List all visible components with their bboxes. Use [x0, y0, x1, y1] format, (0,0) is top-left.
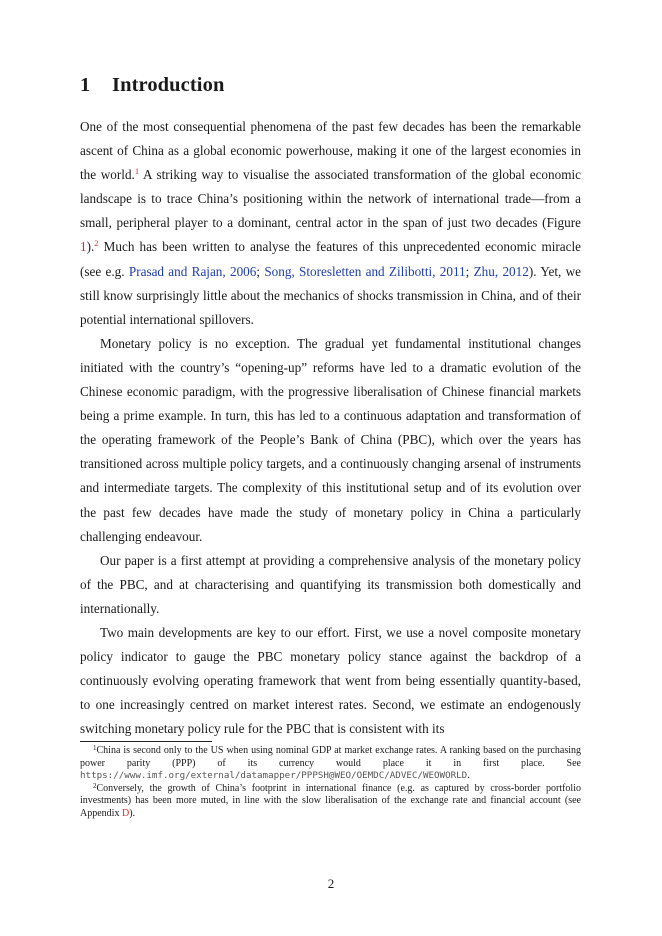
- footnote-1-marker: 1: [93, 744, 97, 752]
- footnote-2-marker: 2: [93, 781, 97, 790]
- footnote-marker-2[interactable]: 2: [94, 238, 99, 249]
- footnote-text: Conversely, the growth of China’s footprint in international finance (e.g. as captured by cross-border portfolio investments) has been more muted, in line with the slow liberalisation of the exchange rate and financial account (see Appendix: [80, 782, 581, 819]
- citation-link-zhu[interactable]: Zhu, 2012: [473, 263, 529, 279]
- footnote-2: [80, 783, 581, 821]
- section-heading: [80, 74, 224, 97]
- paragraph-1: [80, 115, 581, 332]
- citation-link-song-storesletten-zilibotti[interactable]: Song, Storesletten and Zilibotti, 2011: [264, 263, 466, 279]
- section-title: Introduction: [112, 74, 225, 96]
- footnote-text: ).: [129, 807, 136, 819]
- footnote-text: .: [467, 770, 470, 782]
- paragraph-2: Monetary policy is no exception. The gradual yet fundamental institutional changes initiated with the country’s “opening-up” reforms have led to a dramatic evolution of the Chinese economic paradigm, with the progressive liberalisation of Chinese financial markets being a prime example. In turn, this has led to a continuous adaptation and transformation of the operating framework of the People’s Bank of China (PBC), which over the years has transitioned across multiple policy targets, and a continuously changing arsenal of instruments and intermediate targets. The complexity of this institutional setup and of its evolution over the past few decades have made the study of monetary policy in China a particularly challenging endeavour.: [80, 335, 581, 544]
- footnote-text: China is second only to the US when using nominal GDP at market exchange rates. A ranking based on the purchasing power parity (PPP) of its currency would place it in first place. See: [80, 745, 581, 769]
- paragraph-4: Two main developments are key to our effort. First, we use a novel composite monetary policy indicator to gauge the PBC monetary policy stance against the backdrop of a continuously evolving operating framework that went from being essentially quantity-based, to one increasingly centred on market interest rates. Second, we estimate an endogenously switching monetary policy rule for the PBC that is consistent with its: [80, 624, 581, 737]
- paragraph-text: Much has been written to analyse the features of this unprecedented economic miracle (see e.g.: [80, 239, 581, 279]
- section-number: 1: [80, 74, 91, 96]
- paragraph-3: Our paper is a first attempt at providing a comprehensive analysis of the monetary policy of the PBC, and at characterising and quantifying its transmission both domestically and internationally.: [80, 552, 581, 616]
- paragraph-text: ). Yet, we still know surprisingly little about the mechanics of shocks transmission in China, and of their potential international spillovers.: [80, 263, 582, 327]
- footnote-1: [80, 745, 581, 783]
- footnote-rule: [80, 741, 212, 742]
- figure-reference-link[interactable]: 1: [80, 239, 87, 255]
- page-number: 2: [327, 876, 335, 891]
- body-text: [80, 115, 581, 741]
- appendix-reference-link[interactable]: D: [121, 807, 130, 819]
- paragraph-text: One of the most consequential phenomena of the past few decades has been the remarkable ascent of China as a global economic powerhouse, making it one of the largest economies in the world.: [80, 119, 581, 183]
- paragraph-text: ;: [256, 263, 265, 279]
- paragraph-text: ).: [86, 239, 95, 255]
- footnote-marker-1[interactable]: 1: [134, 166, 140, 177]
- paragraph-text: ;: [465, 263, 474, 279]
- footnotes: [80, 745, 581, 821]
- citation-link-prasad-rajan[interactable]: Prasad and Rajan, 2006: [128, 263, 257, 279]
- paragraph-text: A striking way to visualise the associated transformation of the global economic landscape is to trace China’s positioning within the network of international trade—from a small, peripheral player to a dominant, central actor in the span of just two decades (Figure: [80, 167, 581, 231]
- imf-url-link[interactable]: https://www.imf.org/external/datamapper/PPPSH@WEO/OEMDC/ADVEC/WEOWORLD: [80, 770, 468, 782]
